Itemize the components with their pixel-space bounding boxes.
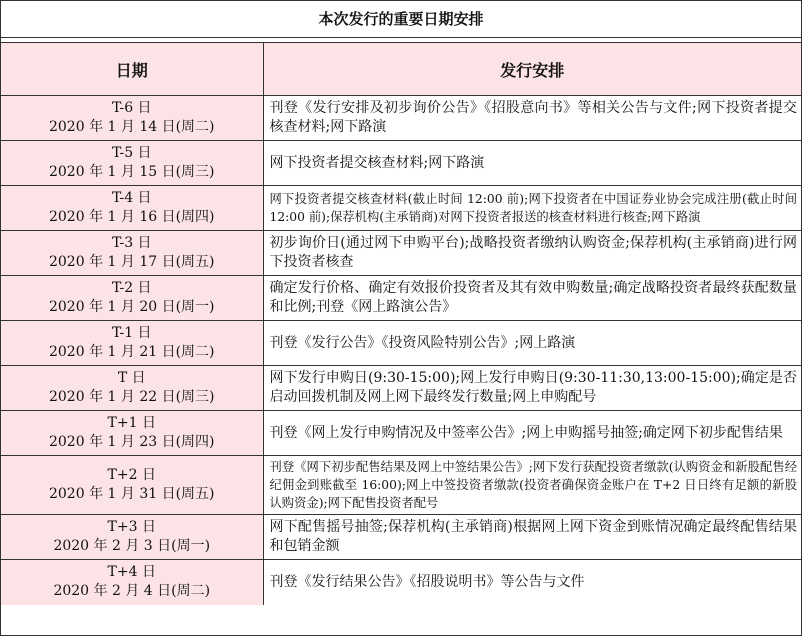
arrangement-cell: 初步询价日(通过网下申购平台);战略投资者缴纳认购资金;保荐机构(主承销商)进行网下投资者核查 [263, 231, 801, 276]
date-label: 2020 年 1 月 21 日(周二) [48, 344, 215, 360]
table-row [1, 560, 801, 605]
arrangement-cell: 刊登《发行安排及初步询价公告》《招股意向书》等相关公告与文件;网下投资者提交核查材料;网下路演 [263, 96, 801, 141]
arrangement-cell: 刊登《网下初步配售结果及网上中签结果公告》;网下发行获配投资者缴款(认购资金和新股配售经纪佣金到账截至 16:00);网上中签投资者缴款(投资者确保资金账户在 T+2 日日终有足额的新股认购资金);网下配售投资者配号 [263, 456, 801, 515]
date-cell [1, 96, 263, 141]
date-cell [1, 321, 263, 366]
date-cell [1, 560, 263, 605]
table-title: 本次发行的重要日期安排 [1, 1, 801, 38]
date-label: 2020 年 1 月 22 日(周三) [48, 389, 215, 405]
date-cell [1, 141, 263, 186]
arrangement-cell: 刊登《网上发行申购情况及中签率公告》;网上申购摇号抽签;确定网下初步配售结果 [263, 411, 801, 456]
table-row [1, 186, 801, 231]
table-row [1, 321, 801, 366]
table-row [1, 456, 801, 515]
arrangement-cell: 网下投资者提交核查材料(截止时间 12:00 前);网下投资者在中国证券业协会完成注册(截止时间 12:00 前);保荐机构(主承销商)对网下投资者报送的核查材料进行核查;网下路演 [263, 186, 801, 231]
table-row [1, 231, 801, 276]
table-row [1, 515, 801, 560]
day-label: T+3 日 [107, 519, 156, 535]
table-row [1, 366, 801, 411]
day-label: T+4 日 [107, 564, 156, 581]
date-cell [1, 186, 263, 231]
day-label: T+2 日 [107, 467, 156, 483]
date-label: 2020 年 1 月 16 日(周四) [48, 209, 215, 225]
table-row [1, 411, 801, 456]
day-label: T-1 日 [111, 325, 152, 341]
date-cell [1, 456, 263, 515]
day-label: T-5 日 [111, 145, 152, 161]
date-cell [1, 231, 263, 276]
column-header-date: 日期 [1, 43, 263, 96]
schedule-table [1, 43, 801, 605]
date-cell [1, 366, 263, 411]
date-label: 2020 年 1 月 17 日(周五) [48, 254, 215, 270]
header-row [1, 43, 801, 96]
date-label: 2020 年 1 月 23 日(周四) [48, 434, 215, 450]
day-label: T-6 日 [111, 100, 152, 116]
date-label: 2020 年 1 月 15 日(周三) [48, 164, 215, 180]
table-row [1, 141, 801, 186]
date-label: 2020 年 1 月 20 日(周一) [48, 299, 215, 315]
arrangement-cell: 网下发行申购日(9:30-15:00);网上发行申购日(9:30-11:30,13:00-15:00);确定是否启动回拨机制及网上网下最终发行数量;网上申购配号 [263, 366, 801, 411]
date-label: 2020 年 1 月 31 日(周五) [48, 486, 215, 502]
table-row [1, 276, 801, 321]
arrangement-cell: 网下配售摇号抽签;保荐机构(主承销商)根据网上网下资金到账情况确定最终配售结果和包销金额 [263, 515, 801, 560]
arrangement-cell: 网下投资者提交核查材料;网下路演 [263, 141, 801, 186]
day-label: T+1 日 [107, 415, 156, 431]
date-cell [1, 276, 263, 321]
arrangement-cell: 刊登《发行结果公告》《招股说明书》等公告与文件 [263, 560, 801, 605]
day-label: T 日 [117, 370, 146, 386]
day-label: T-2 日 [111, 280, 152, 296]
date-label: 2020 年 1 月 14 日(周二) [48, 119, 215, 135]
date-label: 2020 年 2 月 3 日(周一) [53, 538, 211, 554]
date-label: 2020 年 2 月 4 日(周二) [53, 583, 211, 600]
column-header-arrangement: 发行安排 [263, 43, 801, 96]
day-label: T-3 日 [111, 235, 152, 251]
date-cell [1, 411, 263, 456]
arrangement-cell: 确定发行价格、确定有效报价投资者及其有效申购数量;确定战略投资者最终获配数量和比例;刊登《网上路演公告》 [263, 276, 801, 321]
arrangement-cell: 刊登《发行公告》《投资风险特别公告》;网上路演 [263, 321, 801, 366]
day-label: T-4 日 [111, 190, 152, 206]
date-cell [1, 515, 263, 560]
table-row [1, 96, 801, 141]
